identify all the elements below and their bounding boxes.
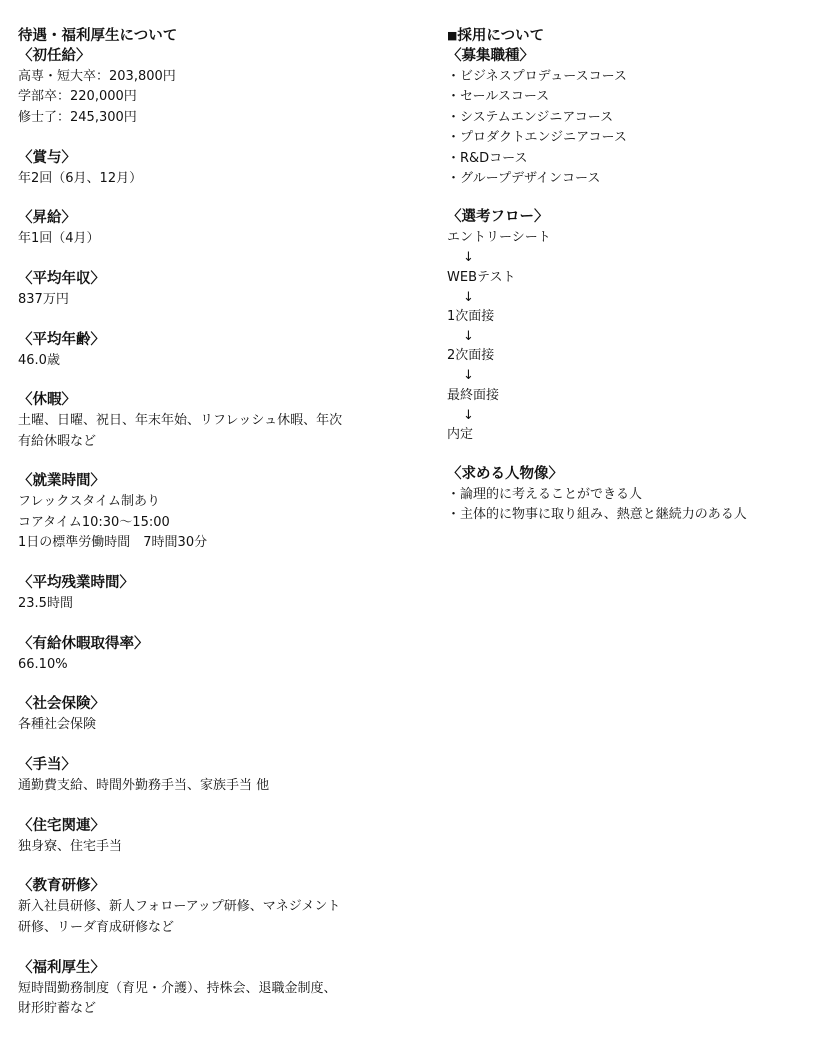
benefits-sections <box>18 46 418 1019</box>
persona-item: ・論理的に考えることができる人 <box>447 486 643 502</box>
flow-section <box>447 207 817 444</box>
persona-list <box>447 485 817 526</box>
benefits-column <box>18 26 418 1039</box>
down-arrow-icon: ↓ <box>463 289 474 305</box>
recruitment-title-text: 採用について <box>457 28 545 44</box>
job-item: ・R&Dコース <box>447 150 528 166</box>
flow-step: エントリーシート <box>447 230 551 246</box>
benefit-section-line: 財形貯蓄など <box>18 1000 97 1016</box>
benefit-section <box>18 573 418 614</box>
jobs-list <box>447 67 817 189</box>
benefit-section-title: 〈平均年齢〉 <box>18 331 105 348</box>
benefit-section-line: 高専・短大卒：203,800円 <box>18 69 176 84</box>
benefit-section <box>18 330 418 371</box>
flow-title: 〈選考フロー〉 <box>447 209 549 226</box>
recruitment-column <box>447 26 817 526</box>
benefit-section-title: 〈住宅関連〉 <box>18 817 105 834</box>
down-arrow-icon: ↓ <box>463 407 474 423</box>
benefit-section-title: 〈就業時間〉 <box>18 473 105 490</box>
benefit-section-line: 46.0歳 <box>18 352 60 368</box>
benefit-section-line: フレックスタイム制あり <box>18 494 160 510</box>
benefit-section-line: 独身寮、住宅手当 <box>18 838 123 854</box>
benefit-section-line: コアタイム10:30〜15:00 <box>18 514 170 530</box>
benefit-section-line: 各種社会保険 <box>18 717 97 733</box>
benefit-section-title: 〈休暇〉 <box>18 392 76 409</box>
persona-section <box>447 464 817 526</box>
job-item: ・システムエンジニアコース <box>447 109 614 125</box>
benefit-section <box>18 634 418 675</box>
benefit-section <box>18 958 418 1020</box>
down-arrow-icon: ↓ <box>463 368 474 384</box>
benefit-section <box>18 208 418 249</box>
benefit-section-title: 〈賞与〉 <box>18 149 76 166</box>
square-bullet-icon: ■ <box>447 29 458 42</box>
persona-title: 〈求める人物像〉 <box>447 465 563 482</box>
down-arrow-icon: ↓ <box>463 329 474 345</box>
benefit-section-line: 年2回（6月、12月） <box>18 170 143 186</box>
flow-step: 内定 <box>447 426 474 442</box>
benefit-section-line: 学部卒：220,000円 <box>18 89 137 105</box>
benefit-section-title: 〈平均残業時間〉 <box>18 574 134 591</box>
job-item: ・セールスコース <box>447 89 550 105</box>
benefit-section <box>18 471 418 553</box>
benefit-section-line: 66.10% <box>18 656 68 672</box>
benefit-section-title: 〈福利厚生〉 <box>18 959 105 976</box>
benefit-section <box>18 148 418 189</box>
benefit-section-line: 修士了：245,300円 <box>18 109 137 125</box>
down-arrow-icon: ↓ <box>463 250 474 266</box>
benefit-section-title: 〈平均年収〉 <box>18 270 105 287</box>
job-item: ・プロダクトエンジニアコース <box>447 130 627 146</box>
benefit-section-line: 新入社員研修、新人フォローアップ研修、マネジメント <box>18 899 341 915</box>
benefit-section-title: 〈昇給〉 <box>18 210 76 227</box>
flow-step: 1次面接 <box>447 309 495 325</box>
flow-step: 2次面接 <box>447 348 495 364</box>
benefit-section <box>18 269 418 310</box>
persona-item: ・主体的に物事に取り組み、熱意と継続力のある人 <box>447 507 747 523</box>
benefit-section-line: 研修、リーダ育成研修など <box>18 919 175 935</box>
benefit-section-title: 〈社会保険〉 <box>18 696 105 713</box>
benefit-section-line: 837万円 <box>18 291 69 307</box>
benefit-section-title: 〈有給休暇取得率〉 <box>18 635 149 652</box>
job-item: ・ビジネスプロデュースコース <box>447 69 627 84</box>
benefit-section <box>18 390 418 452</box>
flow-step: 最終面接 <box>447 387 500 403</box>
job-item: ・グループデザインコース <box>447 171 601 187</box>
benefit-section-line: 年1回（4月） <box>18 231 100 247</box>
benefit-section-line: 短時間勤務制度（育児・介護）、持株会、退職金制度、 <box>18 980 337 996</box>
recruitment-title <box>447 26 817 46</box>
benefit-section-line: 有給休暇など <box>18 433 97 449</box>
jobs-section <box>447 46 817 189</box>
benefit-section-line: 23.5時間 <box>18 595 73 611</box>
flow-list <box>447 228 817 444</box>
flow-step: WEBテスト <box>447 269 516 285</box>
benefit-section-title: 〈教育研修〉 <box>18 878 105 895</box>
benefit-section <box>18 876 418 938</box>
benefit-section-line: 1日の標準労働時間 7時間30分 <box>18 535 208 551</box>
benefit-section-title: 〈初任給〉 <box>18 48 91 64</box>
benefit-section-title: 〈手当〉 <box>18 757 76 774</box>
benefit-section <box>18 816 418 857</box>
benefit-section-line: 土曜、日曜、祝日、年末年始、リフレッシュ休暇、年次 <box>18 413 343 429</box>
benefit-section-line: 通勤費支給、時間外勤務手当、家族手当 他 <box>18 778 270 794</box>
benefit-section <box>18 46 418 128</box>
benefit-section <box>18 755 418 796</box>
benefit-section <box>18 694 418 735</box>
benefits-title: 待遇・福利厚生について <box>18 28 178 44</box>
jobs-title: 〈募集職種〉 <box>447 48 534 64</box>
